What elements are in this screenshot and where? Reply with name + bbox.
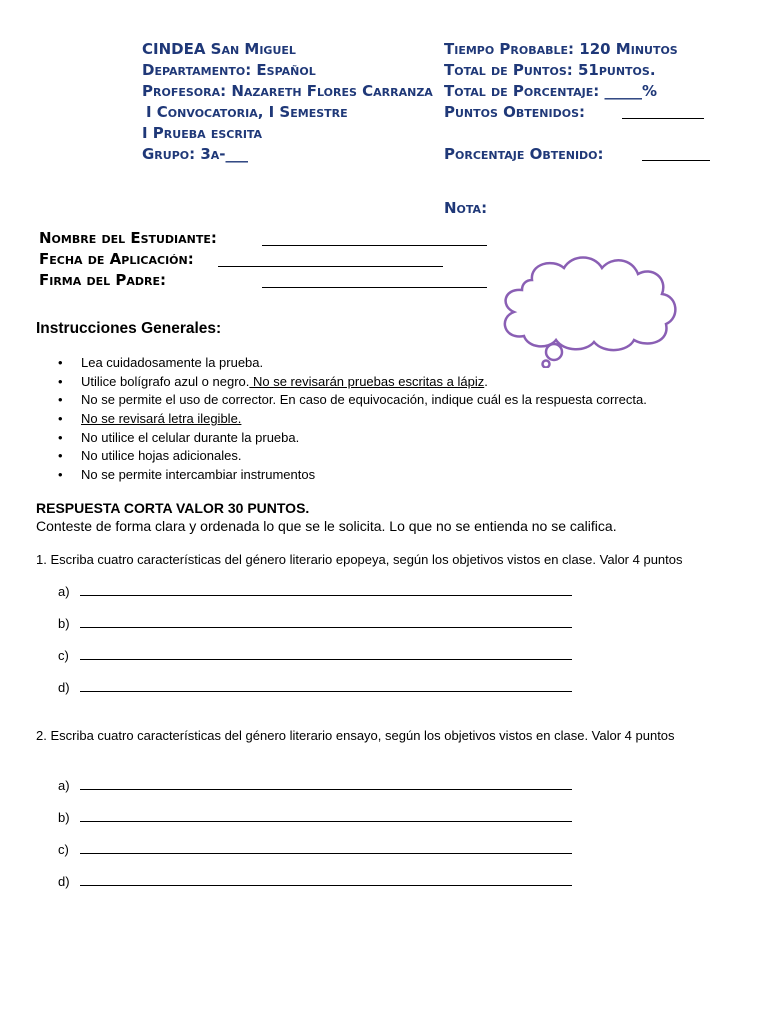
answer-blank[interactable] bbox=[80, 647, 572, 660]
student-name-blank[interactable] bbox=[262, 231, 487, 246]
teacher: Profesora: Nazareth Flores Carranza bbox=[142, 82, 433, 100]
answer-line[interactable] bbox=[58, 873, 572, 890]
option-label: a) bbox=[58, 778, 70, 793]
answer-line[interactable] bbox=[58, 777, 572, 794]
grade-cloud-shape bbox=[494, 248, 680, 368]
instruction-item: • No utilice el celular durante la prueba. bbox=[58, 429, 647, 448]
answer-blank[interactable] bbox=[80, 873, 572, 886]
option-label: c) bbox=[58, 842, 69, 857]
test-name: I Prueba escrita bbox=[142, 124, 263, 142]
option-label: c) bbox=[58, 648, 69, 663]
call-semester: I Convocatoria, I Semestre bbox=[146, 103, 348, 121]
percent-obtained: Porcentaje Obtenido: bbox=[444, 145, 604, 163]
time-probable: Tiempo Probable: 120 Minutos bbox=[444, 40, 678, 58]
option-label: b) bbox=[58, 616, 70, 631]
bullet-icon: • bbox=[58, 467, 63, 483]
section-title: RESPUESTA CORTA VALOR 30 PUNTOS. bbox=[36, 500, 310, 516]
bullet-icon: • bbox=[58, 373, 63, 389]
answer-blank[interactable] bbox=[80, 679, 572, 692]
instruction-item: • No utilice hojas adicionales. bbox=[58, 447, 647, 466]
instructions-list bbox=[58, 354, 647, 485]
answer-line[interactable] bbox=[58, 809, 572, 826]
answer-line[interactable] bbox=[58, 841, 572, 858]
answer-blank[interactable] bbox=[80, 615, 572, 628]
grade-label: Nota: bbox=[444, 199, 488, 217]
school-name: CINDEA San Miguel bbox=[142, 40, 296, 58]
option-label: d) bbox=[58, 874, 70, 889]
parent-signature-label: Firma del Padre: bbox=[39, 271, 166, 289]
answer-blank[interactable] bbox=[80, 777, 572, 790]
option-label: b) bbox=[58, 810, 70, 825]
group: Grupo: 3a-___ bbox=[142, 145, 249, 163]
instruction-item: • Utilice bolígrafo azul o negro. No se revisarán pruebas escritas a lápiz. bbox=[58, 373, 647, 392]
answer-line[interactable] bbox=[58, 615, 572, 632]
points-obtained: Puntos Obtenidos: bbox=[444, 103, 585, 121]
bullet-icon: • bbox=[58, 429, 63, 445]
option-label: d) bbox=[58, 680, 70, 695]
bullet-icon: • bbox=[58, 448, 63, 464]
points-obtained-blank[interactable] bbox=[622, 104, 704, 119]
section-subtitle: Conteste de forma clara y ordenada lo que se le solicita. Lo que no se entienda no se califica. bbox=[36, 518, 617, 534]
parent-signature-blank[interactable] bbox=[262, 273, 487, 288]
answer-line[interactable] bbox=[58, 647, 572, 664]
bullet-icon: • bbox=[58, 355, 63, 370]
application-date-label: Fecha de Aplicación: bbox=[39, 250, 194, 268]
total-points: Total de Puntos: 51puntos. bbox=[444, 61, 656, 79]
instruction-item: • No se permite el uso de corrector. En caso de equivocación, indique cuál es la respuesta correcta. bbox=[58, 391, 647, 410]
answer-line[interactable] bbox=[58, 583, 572, 600]
bullet-icon: • bbox=[58, 411, 63, 427]
bullet-icon: • bbox=[58, 392, 63, 408]
question-2-text: 2. Escriba cuatro características del género literario ensayo, según los objetivos vistos en clase. Valor 4 puntos bbox=[36, 728, 675, 743]
student-name-label: Nombre del Estudiante: bbox=[39, 229, 217, 247]
instructions-title: Instrucciones Generales: bbox=[36, 320, 222, 337]
answer-blank[interactable] bbox=[80, 841, 572, 854]
instruction-item: • No se revisará letra ilegible. bbox=[58, 410, 647, 429]
answer-blank[interactable] bbox=[80, 583, 572, 596]
instruction-item: • No se permite intercambiar instrumentos bbox=[58, 466, 647, 485]
instruction-item: • Lea cuidadosamente la prueba. bbox=[58, 354, 647, 373]
question-1-text: 1. Escriba cuatro características del género literario epopeya, según los objetivos vistos en clase. Valor 4 puntos bbox=[36, 552, 683, 567]
application-date-blank[interactable] bbox=[218, 252, 443, 267]
option-label: a) bbox=[58, 584, 70, 599]
department: Departamento: Español bbox=[142, 61, 316, 79]
total-percent: Total de Porcentaje: _____% bbox=[444, 82, 657, 100]
instruction-pencil-warning: No se revisarán pruebas escritas a lápiz bbox=[249, 373, 485, 389]
percent-obtained-blank[interactable] bbox=[642, 146, 710, 161]
answer-blank[interactable] bbox=[80, 809, 572, 822]
answer-line[interactable] bbox=[58, 679, 572, 696]
